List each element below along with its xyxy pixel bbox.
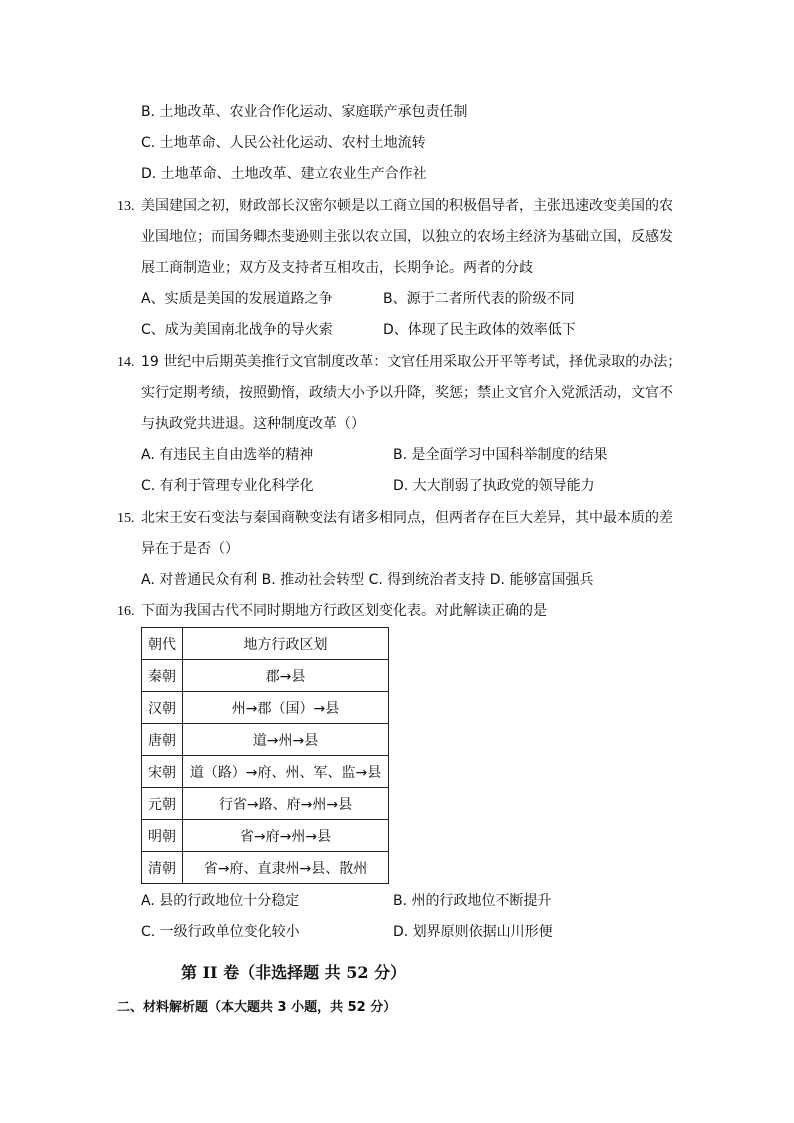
q14-option-a: A. 有违民主自由选举的精神 <box>141 447 314 463</box>
table-row <box>142 660 389 692</box>
table-cell-dynasty: 唐朝 <box>142 724 183 756</box>
q12-option-b: B. 土地改革、农业合作化运动、家庭联产承包责任制 <box>141 104 468 120</box>
q16-option-d: D. 划界原则依据山川形便 <box>393 924 553 940</box>
table-cell-division: 道→州→县 <box>183 724 389 756</box>
table-row <box>142 852 389 884</box>
table-cell-division: 郡→县 <box>183 660 389 692</box>
table-cell-dynasty: 明朝 <box>142 820 183 852</box>
table-cell-division: 省→府→州→县 <box>183 820 389 852</box>
q13-option-b: B、源于二者所代表的阶级不同 <box>383 291 575 307</box>
q12-option-c: C. 土地革命、人民公社化运动、农村土地流转 <box>141 135 426 151</box>
table-row <box>142 756 389 788</box>
q14-stem-line-2: 实行定期考绩，按照勤惰，政绩大小予以升降，奖惩；禁止文官介入党派活动，文官不 <box>141 385 673 401</box>
q13-option-a: A、实质是美国的发展道路之争 <box>141 291 333 307</box>
table-cell-division: 省→府、直隶州→县、散州 <box>183 852 389 884</box>
table-header-dynasty: 朝代 <box>142 628 183 660</box>
table-cell-division: 州→郡（国）→县 <box>183 692 389 724</box>
q14-option-b: B. 是全面学习中国科举制度的结果 <box>393 447 608 463</box>
q13-option-d: D、体现了民主政体的效率低下 <box>383 322 576 338</box>
table-row <box>142 820 389 852</box>
table-row <box>142 788 389 820</box>
q14-option-c: C. 有利于管理专业化科学化 <box>141 478 314 494</box>
q16-option-c: C. 一级行政单位变化较小 <box>141 924 300 940</box>
table-row <box>142 692 389 724</box>
q15-stem-line-1: 北宋王安石变法与秦国商鞅变法有诸多相同点，但两者存在巨大差异，其中最本质的差 <box>141 510 673 526</box>
q14-number: 14. <box>117 355 135 370</box>
q13-stem-line-3: 展工商制造业；双方及支持者互相攻击，长期争论。两者的分歧 <box>141 260 533 276</box>
q15-options: A. 对普通民众有利 B. 推动社会转型 C. 得到统治者支持 D. 能够富国强兵 <box>141 572 594 588</box>
table-header-row <box>142 628 389 660</box>
q13-option-c: C、成为美国南北战争的导火索 <box>141 322 333 338</box>
table-cell-dynasty: 秦朝 <box>142 660 183 692</box>
q13-stem-line-2: 业国地位；而国务卿杰斐逊则主张以农立国，以独立的农场主经济为基础立国，反感发 <box>141 229 673 245</box>
q16-stem: 下面为我国古代不同时期地方行政区划变化表。对此解读正确的是 <box>141 603 547 619</box>
q14-option-d: D. 大大削弱了执政党的领导能力 <box>393 478 595 494</box>
table-cell-dynasty: 汉朝 <box>142 692 183 724</box>
table-cell-dynasty: 元朝 <box>142 788 183 820</box>
q15-stem-line-2: 异在于是否（） <box>141 541 239 557</box>
section-title: 第 II 卷（非选择题 共 52 分） <box>181 963 407 982</box>
q16-option-b: B. 州的行政地位不断提升 <box>393 893 552 909</box>
table-cell-dynasty: 清朝 <box>142 852 183 884</box>
table-cell-dynasty: 宋朝 <box>142 756 183 788</box>
table-row <box>142 724 389 756</box>
q13-stem-line-1: 美国建国之初，财政部长汉密尔顿是以工商立国的积极倡导者，主张迅速改变美国的农 <box>141 198 673 214</box>
table-cell-division: 道（路）→府、州、军、监→县 <box>183 756 389 788</box>
q12-option-d: D. 土地革命、土地改革、建立农业生产合作社 <box>141 166 427 182</box>
q13-number: 13. <box>117 199 135 214</box>
q15-number: 15. <box>117 511 135 526</box>
q14-stem-line-3: 与执政党共进退。这种制度改革（） <box>141 416 365 432</box>
table-header-division: 地方行政区划 <box>183 628 389 660</box>
admin-division-table <box>141 627 389 884</box>
q14-stem-line-1: 19 世纪中后期英美推行文官制度改革：文官任用采取公开平等考试，择优录取的办法； <box>141 354 682 370</box>
q16-option-a: A. 县的行政地位十分稳定 <box>141 893 300 909</box>
table-cell-division: 行省→路、府→州→县 <box>183 788 389 820</box>
section-subtitle: 二、材料解析题（本大题共 3 小题，共 52 分） <box>117 1000 397 1015</box>
q16-number: 16. <box>117 604 135 619</box>
